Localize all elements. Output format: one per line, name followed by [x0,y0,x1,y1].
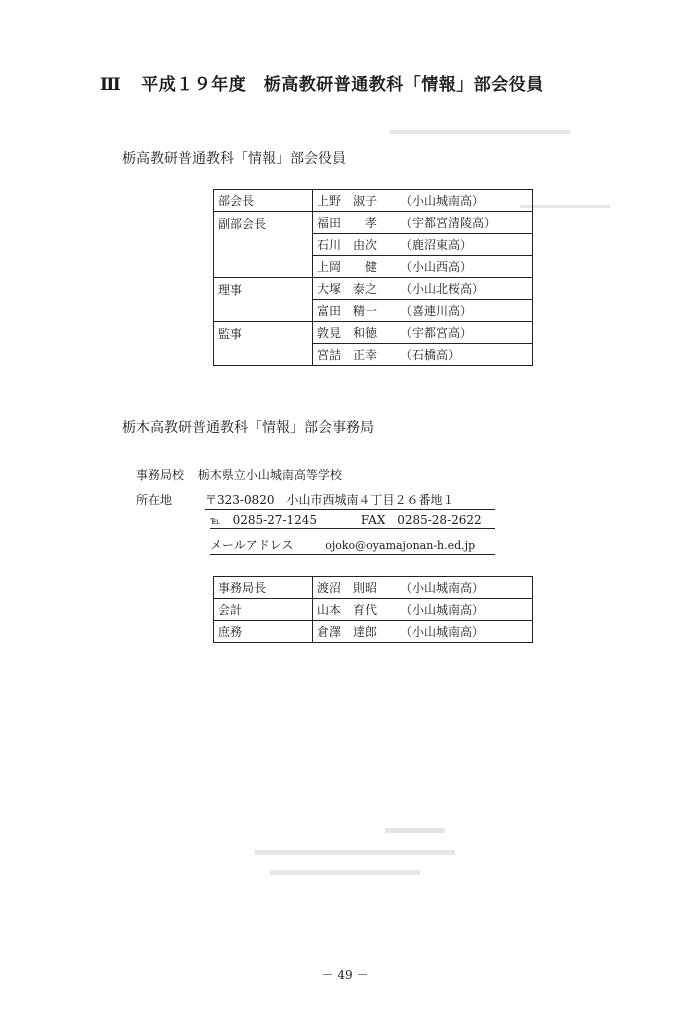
office-staff-table [213,576,533,643]
role-cell: 会計 [214,599,313,621]
table-row [214,190,533,212]
school-cell: （小山城南高） [396,190,533,212]
officers-heading: 栃高教研普通教科「情報」部会役員 [122,151,346,167]
officers-table [213,189,533,366]
school-cell: （小山北桜高） [396,278,533,300]
role-cell: 理事 [214,278,313,322]
name-cell: 敦見 和徳 [313,322,397,344]
role-cell: 事務局長 [214,577,313,599]
fax-label: FAX [360,513,386,527]
bleed-through-mark [255,850,455,855]
name-cell: 上野 淑子 [313,190,397,212]
page-title [100,70,544,95]
name-cell: 上岡 健 [313,256,397,278]
table-row [214,212,533,234]
role-cell: 部会長 [214,190,313,212]
bleed-through-mark [385,828,445,833]
name-cell: 福田 孝 [313,212,397,234]
role-cell: 監事 [214,322,313,366]
phone-fax-line [210,513,495,529]
school-cell: （宇都宮清陵高） [396,212,533,234]
office-heading: 栃木高教研普通教科「情報」部会事務局 [122,420,374,436]
school-cell: （小山西高） [396,256,533,278]
tel-value: 0285-27-1245 [232,513,318,527]
name-cell: 山本 育代 [313,599,397,621]
school-cell: （宇都宮高） [396,322,533,344]
address-label: 所在地 [136,493,173,507]
role-cell: 副部会長 [214,212,313,278]
office-school-line [136,466,342,483]
school-cell: （石橋高） [396,344,533,366]
role-cell: 庶務 [214,621,313,643]
name-cell: 倉澤 達郎 [313,621,397,643]
school-cell: （小山城南高） [396,599,533,621]
office-school-label: 事務局校 [136,468,185,482]
address-value: 〒323-0820 小山市西城南４丁目２６番地１ [205,491,495,510]
table-row [214,322,533,344]
bleed-through-mark [390,130,570,134]
school-cell: （小山城南高） [396,577,533,599]
office-school-value: 栃木県立小山城南高等学校 [197,468,342,482]
name-cell: 渡沼 則昭 [313,577,397,599]
page-number: － 49 － [321,968,369,982]
phone-icon: ℡ [210,516,221,527]
name-cell: 宮詰 正幸 [313,344,397,366]
page-title-text: 平成１９年度 栃高教研普通教科「情報」部会役員 [141,75,544,95]
school-cell: （小山城南高） [396,621,533,643]
school-cell: （鹿沼東高） [396,234,533,256]
email-label: メールアドレス [210,538,294,552]
table-row [214,278,533,300]
email-line [210,536,495,555]
name-cell: 石川 由次 [313,234,397,256]
school-cell: （喜連川高） [396,300,533,322]
table-row [214,621,533,643]
section-numeral: Ⅲ [100,75,122,95]
table-row [214,577,533,599]
table-row [214,599,533,621]
name-cell: 富田 精一 [313,300,397,322]
bleed-through-mark [520,205,610,208]
bleed-through-mark [270,870,420,875]
fax-value: 0285-28-2622 [397,513,482,527]
email-value[interactable]: ojoko@oyamajonan-h.ed.jp [325,539,476,552]
name-cell: 大塚 泰之 [313,278,397,300]
